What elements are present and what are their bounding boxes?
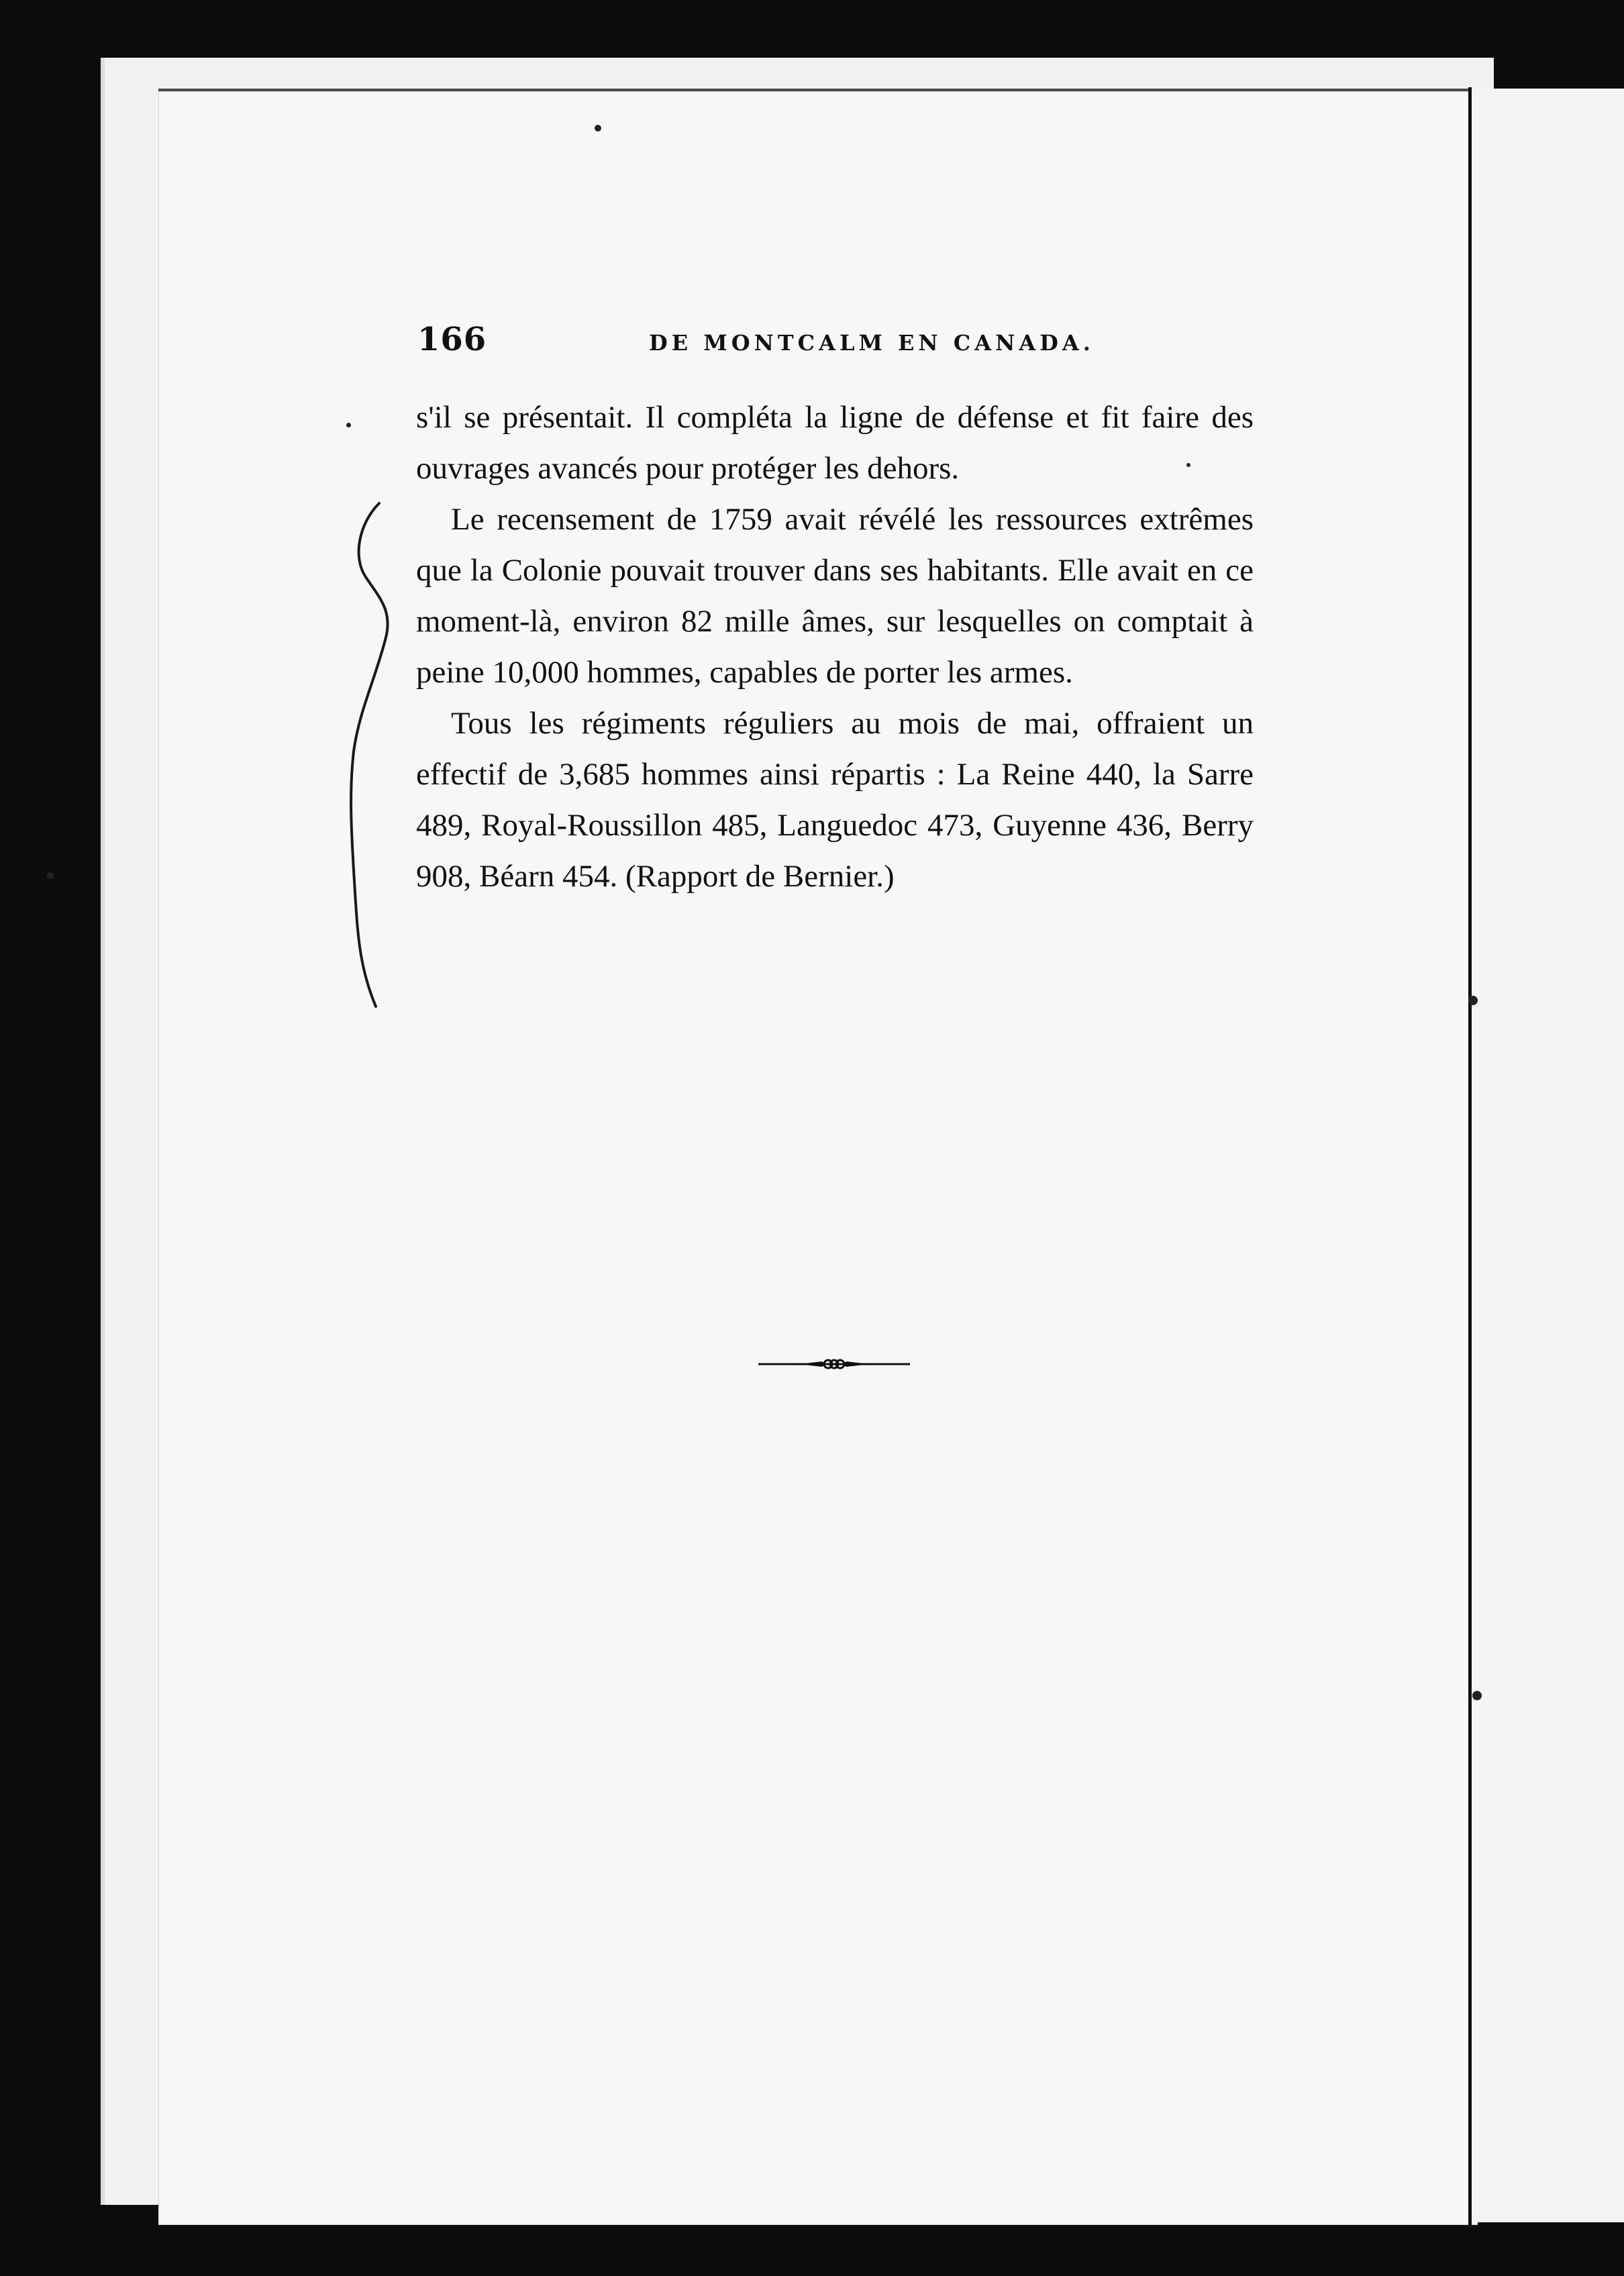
facing-page-strip xyxy=(1472,89,1624,2222)
ink-speck xyxy=(595,125,601,132)
page-header xyxy=(417,321,1252,368)
ink-speck xyxy=(1468,996,1478,1005)
paragraph-2: Le recensement de 1759 avait révélé les ressources extrêmes que la Colonie pouvait trouver dans ses habitants. Elle avait en ce moment-là, environ 82 mille âmes, sur lesquelles on comptait à peine 10,000 hommes, capables de porter les armes. xyxy=(416,502,1254,690)
ink-speck xyxy=(1472,1691,1482,1700)
running-title: DE MONTCALM EN CANADA. xyxy=(649,330,1095,356)
paragraph-1: s'il se présentait. Il compléta la ligne de défense et fit faire des ouvrages avancés pour protéger les dehors. xyxy=(416,400,1254,486)
paragraph-3: Tous les régiments réguliers au mois de mai, offraient un effectif de 3,685 hommes ainsi répartis : La Reine 440, la Sarre 489, Royal-Roussillon 485, Languedoc 473, Guyenne 436, Berry 908, Béarn 454. (Rapport de Bernier.) xyxy=(416,706,1254,894)
ink-speck xyxy=(346,423,351,427)
handwritten-bracket-mark xyxy=(339,497,399,1013)
page-fold-line xyxy=(1468,87,1472,2228)
ink-speck xyxy=(1186,463,1190,467)
body-text xyxy=(416,392,1254,902)
ornament-flourish-icon xyxy=(758,1354,910,1374)
ink-speck xyxy=(47,872,54,879)
page-number: 166 xyxy=(417,321,487,358)
